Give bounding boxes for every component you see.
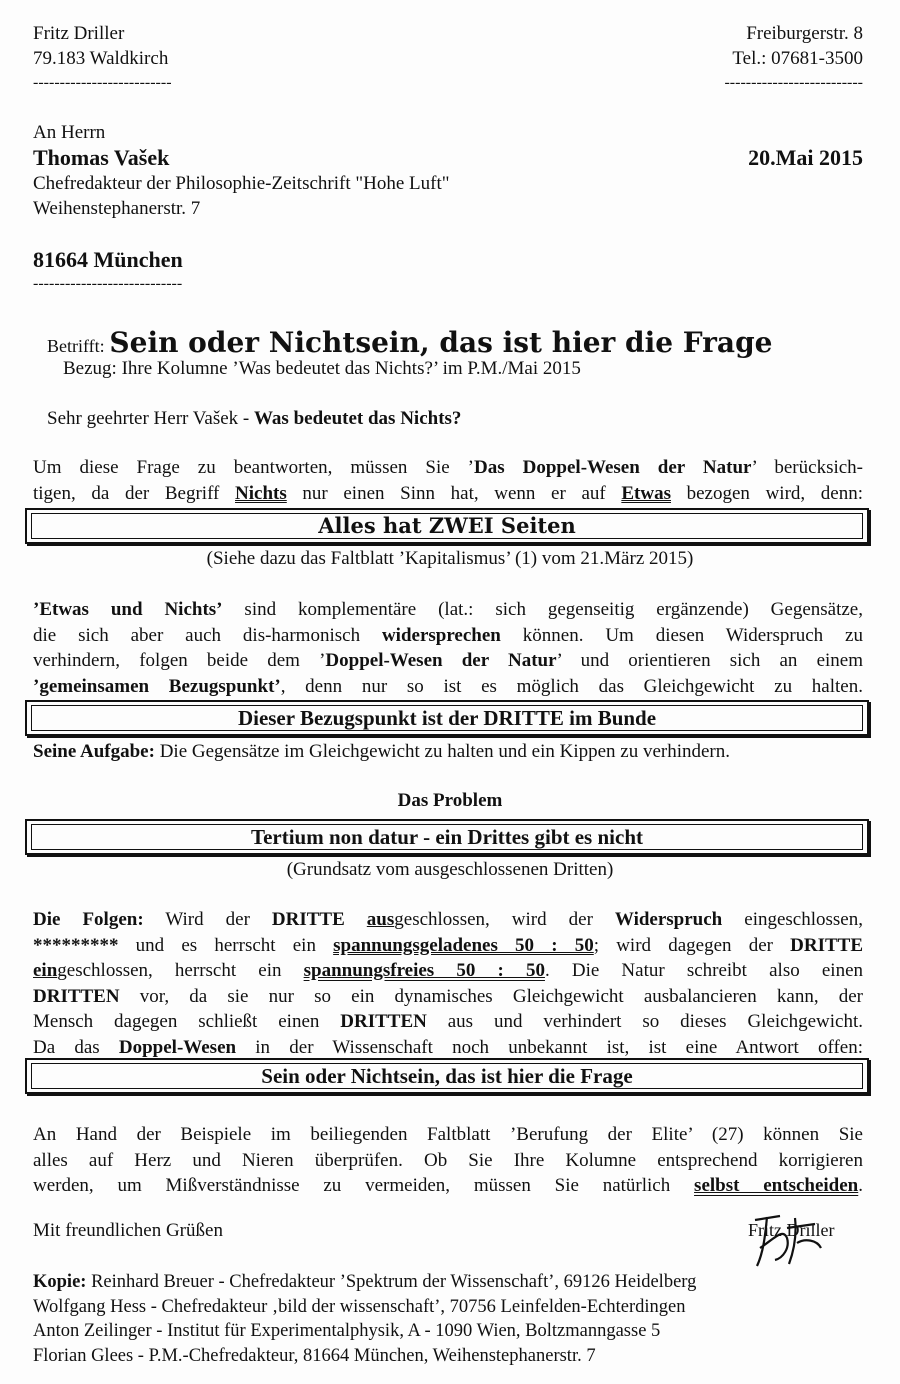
problem-heading: Das Problem (397, 790, 503, 811)
recipient-rule: ---------------------------- (33, 275, 183, 292)
para2-line3: verhindern, folgen beide dem ’Doppel-Wesen der Natur’ und orientieren sich an einem (33, 650, 864, 671)
callout-box-2 (25, 700, 869, 736)
letter-date: 20.Mai 2015 (748, 145, 863, 170)
task-text: Die Gegensätze im Gleichgewicht zu halten und ein Kippen zu verhindern. (154, 741, 731, 762)
copy-line-4: Florian Glees - P.M.-Chefredakteur, 81664 München, Weihenstephanerstr. 7 (33, 1345, 596, 1366)
sender-phone: Tel.: 07681-3500 (732, 48, 863, 69)
task-line (33, 741, 730, 763)
subject-line (47, 326, 772, 359)
para3-line1: Die Folgen: Wird der DRITTE ausgeschlossen, wird der Widerspruch eingeschlossen, (33, 909, 863, 930)
paragraph-3 (33, 907, 863, 1060)
greeting-text: Sehr geehrter Herr Vašek - (47, 408, 254, 429)
callout-box-4-text: Sein oder Nichtsein, das ist hier die Frage (261, 1064, 633, 1088)
para2-line1: ’Etwas und Nichts’ sind komplementäre (lat.: sich gegenseitig ergänzende) Gegensätze, (33, 599, 863, 620)
recipient-salutation: An Herrn (33, 122, 106, 143)
callout-box-4 (25, 1058, 869, 1094)
note-2: (Grundsatz vom ausgeschlossenen Dritten) (286, 859, 614, 880)
para4-line3: werden, um Mißverständnisse zu vermeiden, müssen Sie natürlich selbst entscheiden. (33, 1175, 863, 1196)
para2-line4: ’gemeinsamen Bezugspunkt’, denn nur so ist es möglich das Gleichgewicht zu halten. (33, 675, 863, 697)
recipient-title: Chefredakteur der Philosophie-Zeitschrift "Hohe Luft" (33, 173, 450, 194)
greeting-question: Was bedeutet das Nichts? (253, 408, 462, 429)
para1-line1: Um diese Frage zu beantworten, müssen Sie ’Das Doppel-Wesen der Natur’ berücksich- (33, 457, 863, 478)
recipient-street: Weihenstephanerstr. 7 (33, 198, 201, 219)
copy-line-1: Kopie: Reinhard Breuer - Chefredakteur ’Spektrum der Wissenschaft’, 69126 Heidelberg (33, 1272, 697, 1292)
paragraph-1 (33, 455, 863, 506)
subject-text: Sein oder Nichtsein, das ist hier die Frage (109, 326, 773, 359)
recipient-name: Thomas Vašek (33, 145, 170, 170)
callout-box-1-text: Alles hat ZWEI Seiten (318, 513, 576, 538)
para2-line2: die sich aber auch dis-harmonisch widersprechen können. Um diesen Widerspruch zu (33, 624, 863, 646)
sender-street: Freiburgerstr. 8 (746, 23, 863, 44)
sender-rule-right: -------------------------- (724, 74, 863, 91)
closing: Mit freundlichen Grüßen (33, 1220, 223, 1241)
callout-box-3-text: Tertium non datur - ein Drittes gibt es nicht (250, 825, 643, 849)
subject-reference: Bezug: Ihre Kolumne ’Was bedeutet das Nichts?’ im P.M./Mai 2015 (63, 358, 581, 379)
para3-line5: Mensch dagegen schließt einen DRITTEN aus und verhindert so dieses Gleichgewicht. (33, 1011, 863, 1032)
sender-city: 79.183 Waldkirch (33, 48, 169, 69)
para4-line1: An Hand der Beispiele im beiliegenden Faltblatt ’Berufung der Elite’ (27) können Sie (33, 1124, 863, 1145)
para3-line2: ********* und es herrscht ein spannungsgeladenes 50 : 50; wird dagegen der DRITTE (33, 934, 863, 956)
callout-box-2-text: Dieser Bezugspunkt ist der DRITTE im Bunde (237, 706, 657, 730)
callout-box-1 (25, 508, 869, 544)
greeting (47, 408, 461, 430)
paragraph-2 (33, 597, 863, 699)
callout-box-3 (25, 819, 869, 855)
subject-label: Betrifft: (47, 336, 105, 356)
para3-line3: eingeschlossen, herrscht ein spannungsfreies 50 : 50. Die Natur schreibt also einen (33, 960, 863, 981)
recipient-city: 81664 München (33, 247, 183, 272)
copy-line-3: Anton Zeilinger - Institut für Experimentalphysik, A - 1090 Wien, Boltzmanngasse 5 (33, 1321, 661, 1341)
signature-name: Fritz Driller (748, 1220, 835, 1240)
paragraph-4 (33, 1122, 863, 1199)
note-1: (Siehe dazu das Faltblatt ’Kapitalismus’ (1) vom 21.März 2015) (206, 548, 694, 569)
sender-rule-left: -------------------------- (33, 74, 172, 91)
para4-line2: alles auf Herz und Nieren überprüfen. Ob Sie Ihre Kolumne entsprechend korrigieren (33, 1149, 863, 1171)
para3-line6: Da das Doppel-Wesen in der Wissenschaft noch unbekannt ist, ist eine Antwort offen: (33, 1036, 863, 1058)
copy-line-2: Wolfgang Hess - Chefredakteur ‚bild der wissenschaft’, 70756 Leinfelden-Echterdingen (33, 1296, 686, 1317)
para3-line4: DRITTEN vor, da sie nur so ein dynamisches Gleichgewicht ausbalancieren kann, der (33, 985, 863, 1007)
task-label: Seine Aufgabe: (33, 741, 155, 762)
sender-name: Fritz Driller (33, 23, 125, 44)
signature-scribble (735, 1208, 865, 1268)
copies-block (33, 1270, 696, 1368)
para1-line2: tigen, da der Begriff Nichts nur einen Sinn hat, wenn er auf Etwas bezogen wird, denn: (33, 482, 863, 504)
